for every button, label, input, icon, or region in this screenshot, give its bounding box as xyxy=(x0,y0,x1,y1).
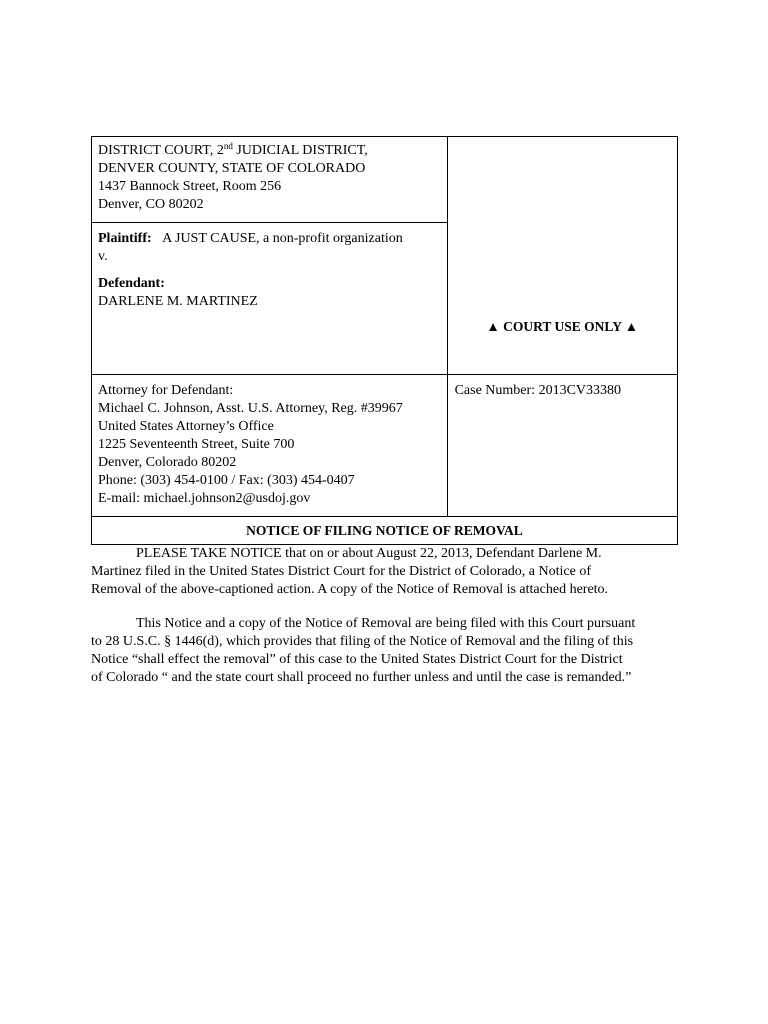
court-city-line: Denver, CO 80202 xyxy=(98,197,204,212)
paragraph-line: Removal of the above-captioned action. A copy of the Notice of Removal is attached hereto. xyxy=(91,582,609,597)
paragraph-line: This Notice and a copy of the Notice of Removal are being filed with this Court pursuant xyxy=(136,616,636,631)
plaintiff-line xyxy=(98,230,441,248)
case-caption-table xyxy=(91,136,678,545)
attorney-line: Phone: (303) 454-0100 / Fax: (303) 454-0407 xyxy=(98,473,355,488)
attorney-line: 1225 Seventeenth Street, Suite 700 xyxy=(98,437,295,452)
court-street-line: 1437 Bannock Street, Room 256 xyxy=(98,179,282,194)
paragraph-line: PLEASE TAKE NOTICE that on or about August 22, 2013, Defendant Darlene M. xyxy=(136,546,602,561)
attorney-line: United States Attorney’s Office xyxy=(98,419,274,434)
court-use-only-label: ▲ COURT USE ONLY ▲ xyxy=(486,319,639,334)
ordinal-suffix: nd xyxy=(223,141,233,151)
court-use-only-cell xyxy=(447,137,677,375)
attorney-line: Denver, Colorado 80202 xyxy=(98,455,237,470)
attorney-info-cell xyxy=(92,375,448,517)
case-number: Case Number: 2013CV33380 xyxy=(454,383,622,398)
parties-cell xyxy=(92,223,448,375)
paragraph-line: Martinez filed in the United States District Court for the District of Colorado, a Notice of xyxy=(91,564,591,579)
body-paragraph-1 xyxy=(91,545,681,599)
plaintiff-label: Plaintiff: xyxy=(98,231,152,246)
attorney-line: Michael C. Johnson, Asst. U.S. Attorney, Reg. #39967 xyxy=(98,401,403,416)
paragraph-line: to 28 U.S.C. § 1446(d), which provides that filing of the Notice of Removal and the filing of this xyxy=(91,634,634,649)
defendant-label: Defendant: xyxy=(98,276,165,291)
court-name-line: DISTRICT COURT, 2nd JUDICIAL DISTRICT, xyxy=(98,141,368,158)
paragraph-line: of Colorado “ and the state court shall proceed no further unless and until the case is remanded.” xyxy=(91,670,632,685)
case-number-cell xyxy=(447,375,677,517)
body-paragraph-2 xyxy=(91,615,681,687)
plaintiff-name: A JUST CAUSE, a non-profit organization xyxy=(162,231,403,246)
paragraph-line: Notice “shall effect the removal” of this case to the United States District Court for the District xyxy=(91,652,623,667)
attorney-email-line: E-mail: michael.johnson2@usdoj.gov xyxy=(98,491,311,506)
court-info-cell xyxy=(92,137,448,223)
attorney-line: Attorney for Defendant: xyxy=(98,383,234,398)
court-county-line: DENVER COUNTY, STATE OF COLORADO xyxy=(98,161,366,176)
document-title: NOTICE OF FILING NOTICE OF REMOVAL xyxy=(92,517,678,545)
versus-text: v. xyxy=(98,249,108,264)
defendant-name: DARLENE M. MARTINEZ xyxy=(98,294,258,309)
